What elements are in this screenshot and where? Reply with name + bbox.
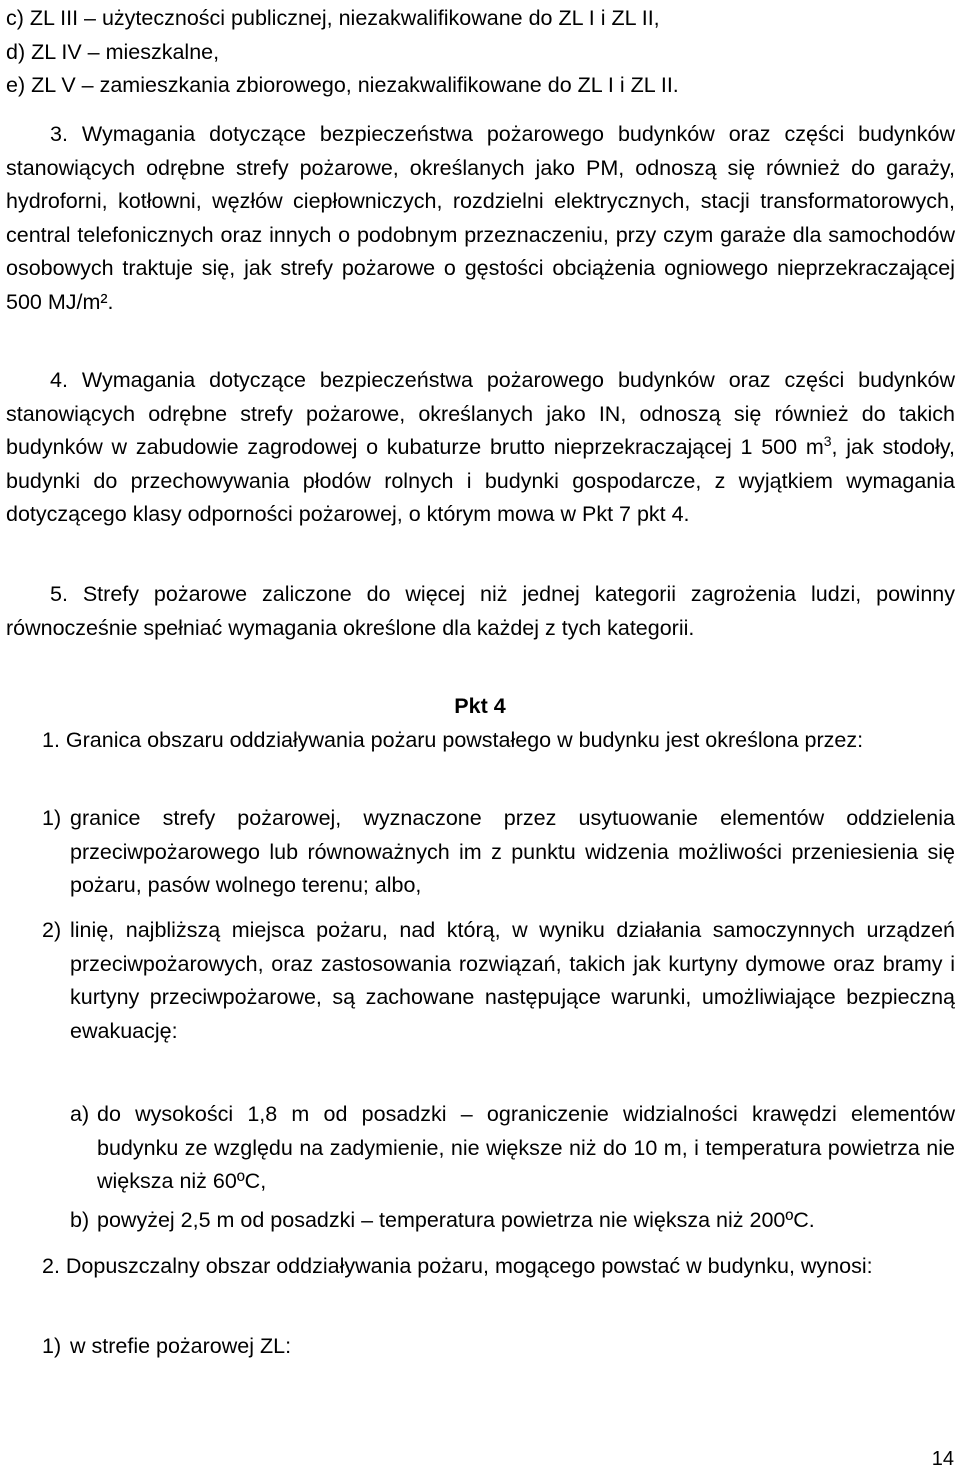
item-number: 2) (42, 918, 62, 942)
category-list (6, 2, 955, 103)
item-letter: b) (70, 1208, 90, 1232)
item-letter: a) (70, 1102, 90, 1126)
page-number: 14 (931, 1448, 954, 1470)
paragraph-3: 3. Wymagania dotyczące bezpieczeństwa pożarowego budynków oraz części budynków stanowiących odrębne strefy pożarowe, określanych jako PM, odnoszą się również do garaży, hydroforni, kotłowni, węzłów ciepłowniczych, rozdzielni elektrycznych, stacji transformatorowych, central telefonicznych oraz innych o podobnym przeznaczeniu, przy czym garaże dla samochodów osobowych traktuje się, jak strefy pożarowe o gęstości obciążenia ogniowego nieprzekraczającej 500 MJ/m². (6, 122, 955, 314)
list-item: e) ZL V – zamieszkania zbiorowego, niezakwalifikowane do ZL I i ZL II. (6, 73, 679, 98)
superscript: 3 (823, 433, 832, 450)
item-text: linię, najbliższą miejsca pożaru, nad którą, w wyniku działania samoczynnych urządzeń przeciwpożarowych, oraz zastosowania rozwiązań, takich jak kurtyny dymowe oraz bramy i kurtyny przeciwpożarowe, są zachowane następujące warunki, umożliwiające bezpieczną ewakuację: (70, 918, 955, 1043)
item-number: 1) (42, 806, 62, 830)
paragraph-4-text-cont: , jak stodoły, budynki do przechowywania płodów rolnych i budynki gospodarcze, z wyjątkiem wymagania dotyczącego klasy odporności pożarowej, o którym mowa w Pkt 7 pkt 4. (6, 435, 956, 527)
section-heading: Pkt 4 (454, 694, 506, 718)
section-1-intro: 1. Granica obszaru oddziaływania pożaru powstałego w budynku jest określona przez: (42, 728, 864, 752)
paragraph-4 (6, 364, 955, 532)
item-text: do wysokości 1,8 m od posadzki – ograniczenie widzialności krawędzi elementów budynku ze względu na zadymienie, nie większe niż do 10 m, i temperatura powietrza nie większa niż 60ºC, (97, 1102, 955, 1194)
item-number: 1) (42, 1334, 62, 1358)
item-text: w strefie pożarowej ZL: (70, 1334, 292, 1358)
item-text: granice strefy pożarowej, wyznaczone przez usytuowanie elementów oddzielenia przeciwpożarowego lub równoważnych im z punktu widzenia możliwości przeniesienia się pożaru, pasów wolnego terenu; albo, (70, 806, 955, 898)
section-2-intro: 2. Dopuszczalny obszar oddziaływania pożaru, mogącego powstać w budynku, wynosi: (42, 1254, 873, 1278)
list-item: d) ZL IV – mieszkalne, (6, 39, 220, 64)
paragraph-4-text: 4. Wymagania dotyczące bezpieczeństwa pożarowego budynków oraz części budynków stanowiących odrębne strefy pożarowe, określanych jako IN, odnoszą się również do takich budynków w zabudowie zagrodowej o kubaturze brutto nieprzekraczającej 1 500 m (6, 368, 955, 460)
paragraph-5: 5. Strefy pożarowe zaliczone do więcej niż jednej kategorii zagrożenia ludzi, powinny równocześnie spełniać wymagania określone dla każdej z tych kategorii. (6, 582, 955, 640)
item-text: powyżej 2,5 m od posadzki – temperatura powietrza nie większa niż 200ºC. (97, 1208, 815, 1232)
list-item: c) ZL III – użyteczności publicznej, niezakwalifikowane do ZL I i ZL II, (6, 6, 660, 30)
